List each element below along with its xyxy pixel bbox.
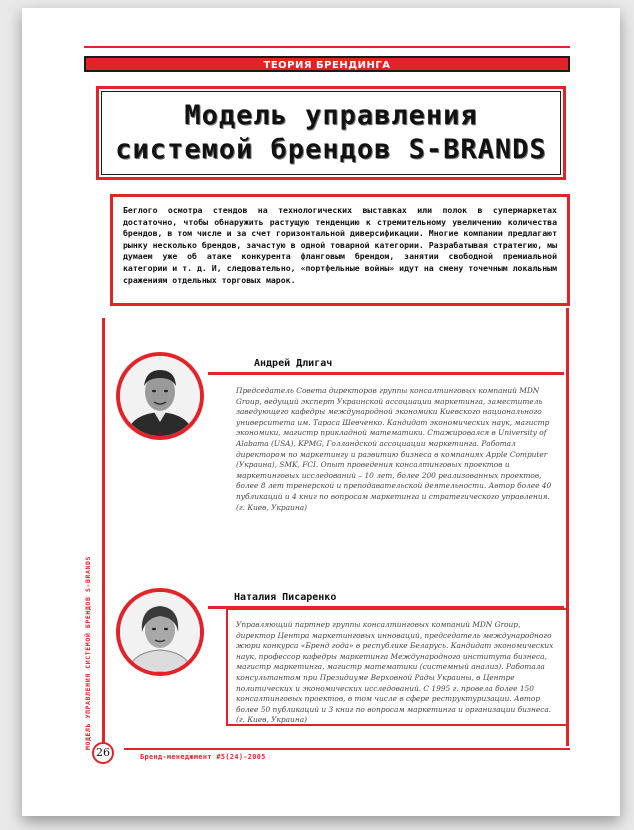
magazine-page [22, 8, 620, 816]
author-2-bio-text: Управляющий партнер группы консалтинговых компаний MDN Group, директор Центра маркетинговых инноваций, председатель международного жюри конкурса «Бренд года» в республике Беларусь. Кандидат экономических наук, профессор кафедры маркетинга Международного института бизнеса, магистр маркетинга, магистр математики (системный анализ). Работала консультантом при Президиуме Верховной Рады Украины, в Центре политических и экономических исследований. С 1995 г. провела более 150 консалтинговых проектов, в том числе в сфере реструктуризации. Автор более 50 публикаций и 3 книг по вопросам маркетинга и организации бизнеса. [236, 620, 554, 714]
rubric-banner: ТЕОРИЯ БРЕНДИНГА [84, 56, 570, 72]
portrait-man-image [120, 356, 200, 436]
footer-issue: Бренд-менеджмент #5(24)-2005 [140, 753, 266, 761]
footer-rule [124, 748, 570, 750]
title-line-1: Модель управления [184, 100, 478, 131]
left-rule [102, 318, 105, 752]
article-title [99, 99, 563, 167]
rubric-rule [84, 46, 570, 48]
page-number: 26 [92, 742, 114, 764]
portrait-woman-image [120, 592, 200, 672]
author-2-name: Наталия Писаренко [234, 592, 337, 603]
author-1-name: Андрей Длигач [254, 358, 333, 369]
author-2-bio [236, 620, 560, 726]
lead-frame [110, 194, 570, 306]
author-1-bio-text: Председатель Совета директоров группы консалтинговых компаний MDN Group, ведущий эксперт Украинской ассоциации маркетинга, заместитель заведующего кафедры международной экономики Киевского национального университета им. Тараса Шевченко. Кандидат экономических наук, магистр экономики, магистр прикладной математики. Стажировался в University of Alabama (USA), KPMG, Голландской ассоциации маркетинга. Работал директором по маркетингу и развитию бизнеса в компаниях Apple Computer (Украина), SMK, FCI. Опыт проведения консалтинговых проектов и маркетинговых исследований – 10 лет, более 200 реализованных проектов, более 8 лет тренерской и преподавательской деятельности. Автор более 40 публикаций и 4 книг по вопросам маркетинга и стратегического управления. [236, 386, 552, 501]
side-caption: МОДЕЛЬ УПРАВЛЕНИЯ СИСТЕМОЙ БРЕНДОВ S-BRANDS [84, 555, 92, 750]
author-2-city: (г. Киев, Украина) [236, 715, 307, 725]
title-frame [96, 86, 566, 180]
lead-paragraph: Беглого осмотра стендов на технологических выставках или полок в супермаркетах достаточно, чтобы обнаружить растущую тенденцию к стремительному увеличению количества брендов, в том числе и за счет горизонтальной диверсификации. Многие компании предлагают рынку несколько брендов, зачастую в одной товарной категории. Разрабатывая стратегию, мы думаем уже об атаке конкурента фланговым брендом, занятии свободной премиальной категории и т. д. И, следовательно, «портфельные войны» идут на смену точечным локальным сражениям отдельных торговых марок. [123, 205, 557, 285]
author-1-city: (г. Киев, Украина) [236, 502, 307, 512]
author-2-photo [116, 588, 204, 676]
title-line-2: системой брендов S-BRANDS [115, 134, 547, 165]
author-1-photo [116, 352, 204, 440]
author-1-bio [236, 386, 560, 513]
